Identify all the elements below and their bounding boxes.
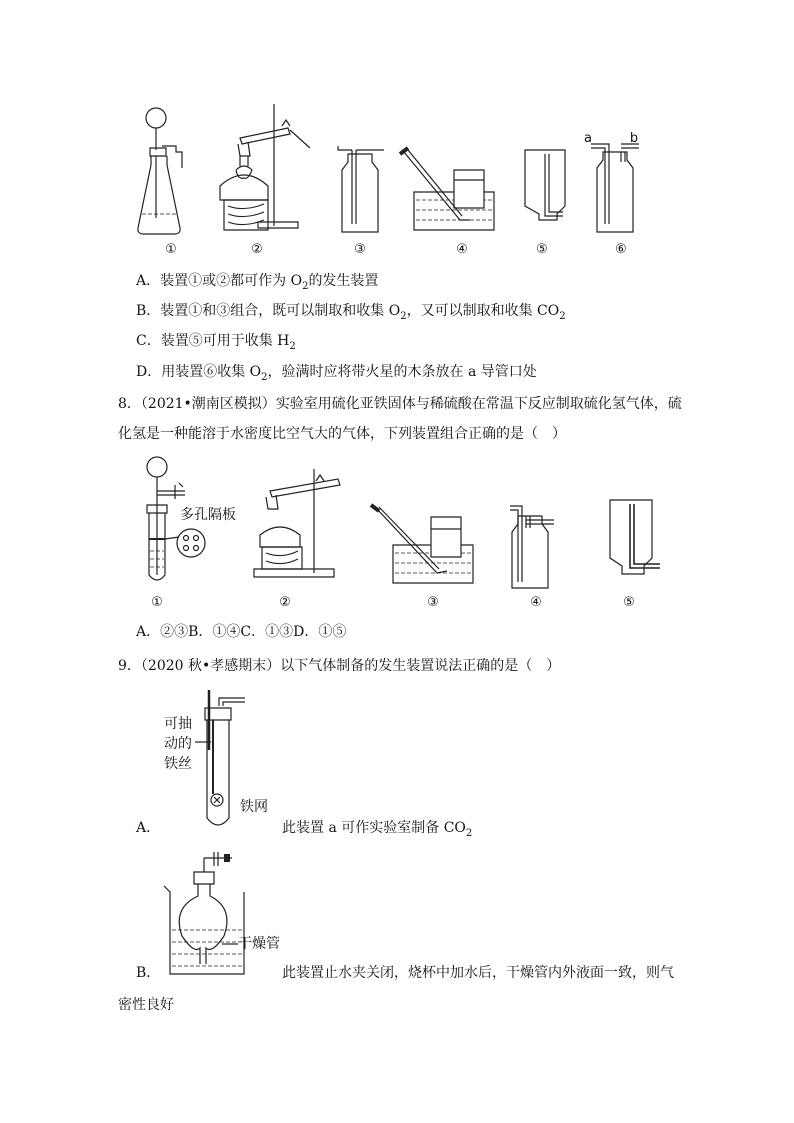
tube-a-label: a xyxy=(584,131,592,146)
q8-options: A．②③B．①④C．①③D．①⑤ xyxy=(136,624,347,640)
q8-apparatus-4-gas-bottle xyxy=(500,500,560,590)
q7-option-d: D．用装置⑥收集 $O_2$，验满时应将带火星的木条放在 a 导管口处 xyxy=(136,364,537,383)
q8-apparatus-3-water-trough xyxy=(365,495,480,590)
drying-tube-pointer xyxy=(222,940,240,948)
q8-apparatus-5-inverted-bottle xyxy=(600,500,670,590)
q9-stem: 9．（2020 秋•孝感期末）以下气体制备的发生装置说法正确的是（ ） xyxy=(118,658,561,674)
q8-fig-label-1: ① xyxy=(151,595,163,610)
q9-beaker-drying-tube xyxy=(160,852,260,982)
q7-option-a: A．装置①或②都可作为 $O_2$的发生装置 xyxy=(136,273,379,292)
fig1-label-6: ⑥ xyxy=(615,242,627,257)
q8-fig-label-3: ③ xyxy=(427,595,439,610)
q8-stem-line2: 化氢是一种能溶于水密度比空气大的气体，下列装置组合正确的是（ ） xyxy=(118,426,566,442)
iron-wire-label: 可抽 动的 铁丝 xyxy=(164,716,192,772)
q9-option-b-line1: 此装置止水夹关闭，烧杯中加水后，干燥管内外液面一致，则气 xyxy=(282,965,674,981)
drying-tube-label: 干燥管 xyxy=(238,936,280,952)
porous-plate-label: 多孔隔板 xyxy=(180,507,236,523)
q9-option-a-text: 此装置 a 可作实验室制备 $CO_2$ xyxy=(282,820,473,839)
q8-stem-line1: 8．（2021•潮南区模拟）实验室用硫化亚铁固体与稀硫酸在常温下反应制取硫化氢气体，硫 xyxy=(118,396,682,412)
q8-apparatus-2-heating-stand xyxy=(250,465,360,585)
apparatus-3-gas-bottle xyxy=(330,140,390,235)
q8-fig-label-2: ② xyxy=(279,595,291,610)
fig1-label-2: ② xyxy=(251,242,263,257)
fig1-label-3: ③ xyxy=(354,242,366,257)
tube-b-label: b xyxy=(629,131,639,146)
apparatus-1-conical-flask xyxy=(130,100,200,240)
iron-wire-pointer xyxy=(195,740,215,750)
q8-fig-label-5: ⑤ xyxy=(623,595,635,610)
q7-option-b: B．装置①和③组合，既可以制取和收集 $O_2$，又可以制取和收集 $CO_2$ xyxy=(136,303,566,322)
apparatus-4-water-trough xyxy=(400,140,510,235)
fig1-label-4: ④ xyxy=(456,242,468,257)
q7-option-c: C．装置⑤可用于收集 $H_2$ xyxy=(136,333,296,352)
fig1-label-1: ① xyxy=(165,242,177,257)
q9-option-b-line2: 密性良好 xyxy=(118,997,174,1013)
q8-fig-label-4: ④ xyxy=(530,595,542,610)
apparatus-5-inverted-bottle xyxy=(515,150,575,230)
fig1-label-5: ⑤ xyxy=(536,242,548,257)
iron-mesh-label: 铁网 xyxy=(240,799,268,815)
q9-option-a-letter: A． xyxy=(136,820,161,836)
apparatus-2-heating-stand xyxy=(210,100,320,240)
q9-option-b-letter: B． xyxy=(136,965,161,981)
